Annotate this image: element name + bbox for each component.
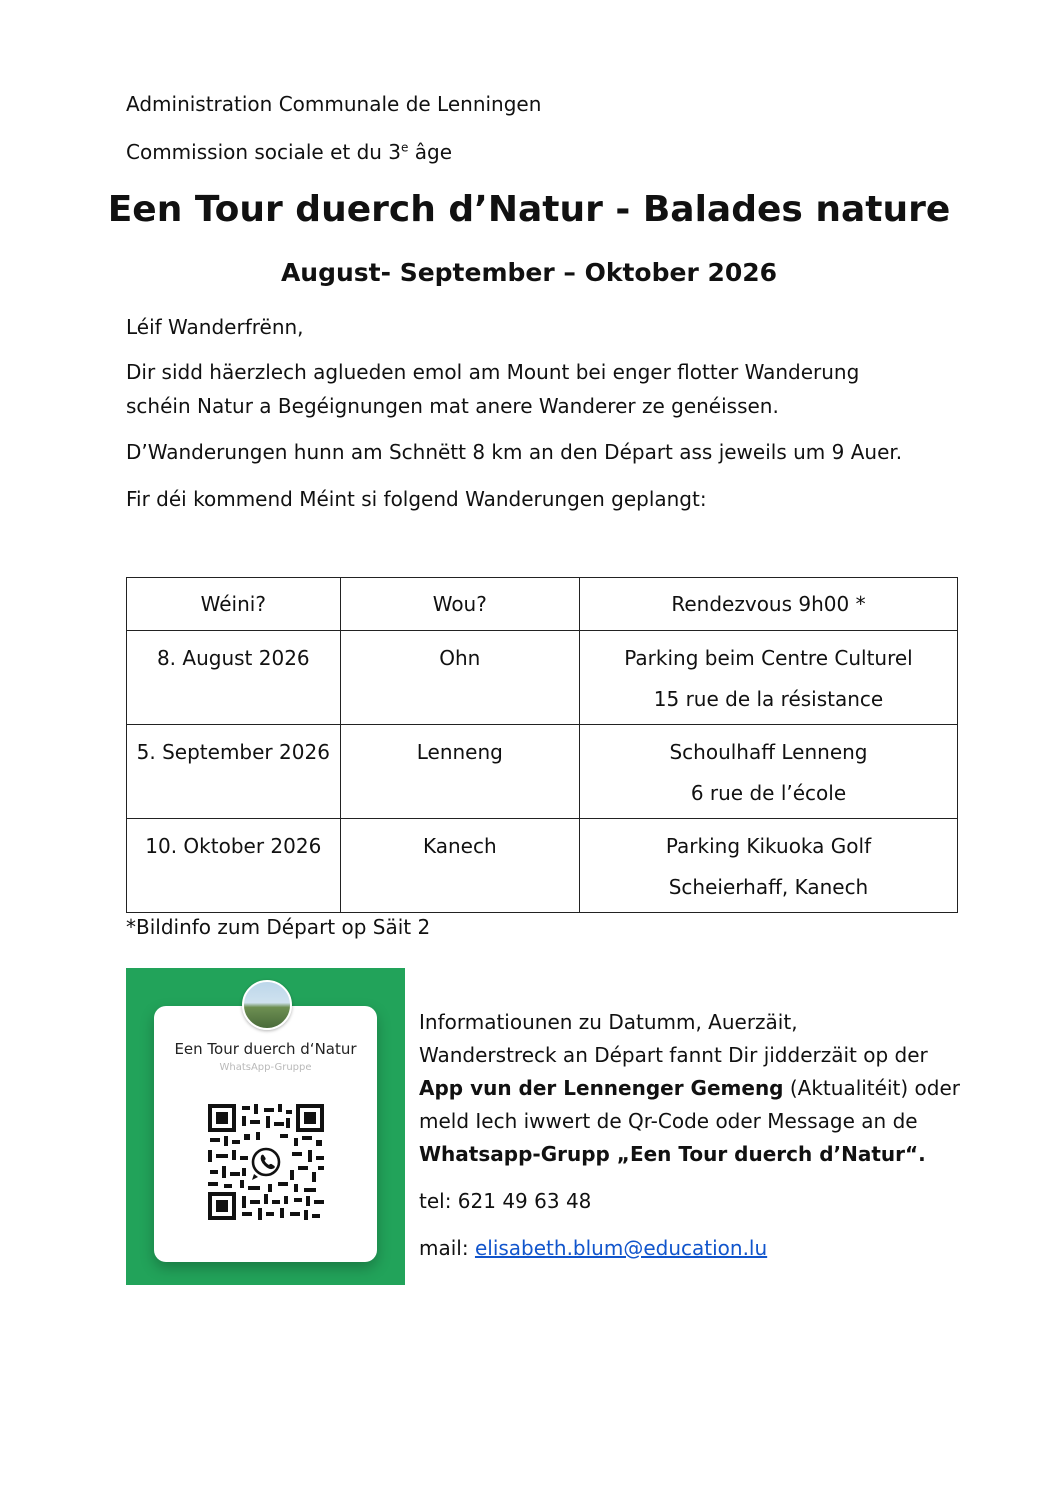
info-app-name: App vun der Lennenger Gemeng: [419, 1076, 784, 1100]
cell-date: 10. Oktober 2026: [127, 819, 341, 913]
header-when: Wéini?: [127, 578, 341, 631]
info-line: meld Iech iwwert de Qr-Code oder Message an de: [419, 1109, 918, 1133]
info-mail: [419, 1232, 960, 1265]
table-header-row: [127, 578, 958, 631]
intro-line-2: schéin Natur a Begéignungen mat anere Wanderer ze genéissen.: [126, 394, 779, 418]
qr-group-name: Een Tour duerch d‘Natur: [174, 1040, 357, 1058]
header-commission-text: Commission sociale et du 3: [126, 140, 402, 164]
whatsapp-qr-panel[interactable]: [126, 968, 405, 1285]
schedule-table: [126, 577, 958, 913]
intro-planned: Fir déi kommend Méint si folgend Wanderungen geplangt:: [126, 487, 707, 511]
info-line: [419, 1138, 960, 1171]
header-commission-end: âge: [408, 140, 453, 164]
qr-group-subtitle: WhatsApp-Gruppe: [219, 1062, 312, 1073]
intro-distance: D’Wanderungen hunn am Schnëtt 8 km an den Départ ass jeweils um 9 Auer.: [126, 440, 903, 464]
info-app-rest: (Aktualitéit) oder: [783, 1076, 960, 1100]
footnote: *Bildinfo zum Départ op Säit 2: [126, 915, 431, 939]
header-administration: Administration Communale de Lenningen: [126, 92, 542, 116]
qr-code[interactable]: [208, 1104, 324, 1220]
mail-label: mail:: [419, 1236, 475, 1260]
table-row: [127, 631, 958, 725]
cell-date: 8. August 2026: [127, 631, 341, 725]
greeting: Léif Wanderfrënn,: [126, 315, 304, 339]
header-commission-sup: e: [401, 140, 409, 155]
info-line: Wanderstreck an Départ fannt Dir jidderzäit op der: [419, 1043, 928, 1067]
cell-meeting: Parking Kikuoka Golf Scheierhaff, Kanech: [579, 819, 957, 913]
cell-place: Lenneng: [340, 725, 579, 819]
intro-line-1: Dir sidd häerzlech aglueden emol am Mount bei enger flotter Wanderung: [126, 360, 860, 384]
cell-place: Ohn: [340, 631, 579, 725]
whatsapp-icon: [248, 1144, 284, 1180]
group-avatar: [242, 980, 292, 1030]
page-subtitle: August- September – Oktober 2026: [280, 258, 778, 287]
info-line: [419, 1072, 960, 1105]
cell-meeting: Parking beim Centre Culturel 15 rue de la résistance: [579, 631, 957, 725]
info-whatsapp-group: Whatsapp-Grupp „Een Tour duerch d’Natur“.: [419, 1142, 926, 1166]
header-rendezvous: Rendezvous 9h00 *: [579, 578, 957, 631]
table-row: [127, 819, 958, 913]
info-block: [419, 1006, 960, 1265]
email-link[interactable]: elisabeth.blum@education.lu: [474, 1236, 768, 1260]
info-line: Informatiounen zu Datumm, Auerzäit,: [419, 1010, 798, 1034]
cell-place: Kanech: [340, 819, 579, 913]
page-title: Een Tour duerch d’Natur - Balades nature: [107, 189, 951, 230]
table-row: [127, 725, 958, 819]
header-where: Wou?: [340, 578, 579, 631]
cell-meeting: Schoulhaff Lenneng 6 rue de l’école: [579, 725, 957, 819]
cell-date: 5. September 2026: [127, 725, 341, 819]
header-commission: [126, 135, 452, 169]
info-tel: tel: 621 49 63 48: [419, 1189, 592, 1213]
